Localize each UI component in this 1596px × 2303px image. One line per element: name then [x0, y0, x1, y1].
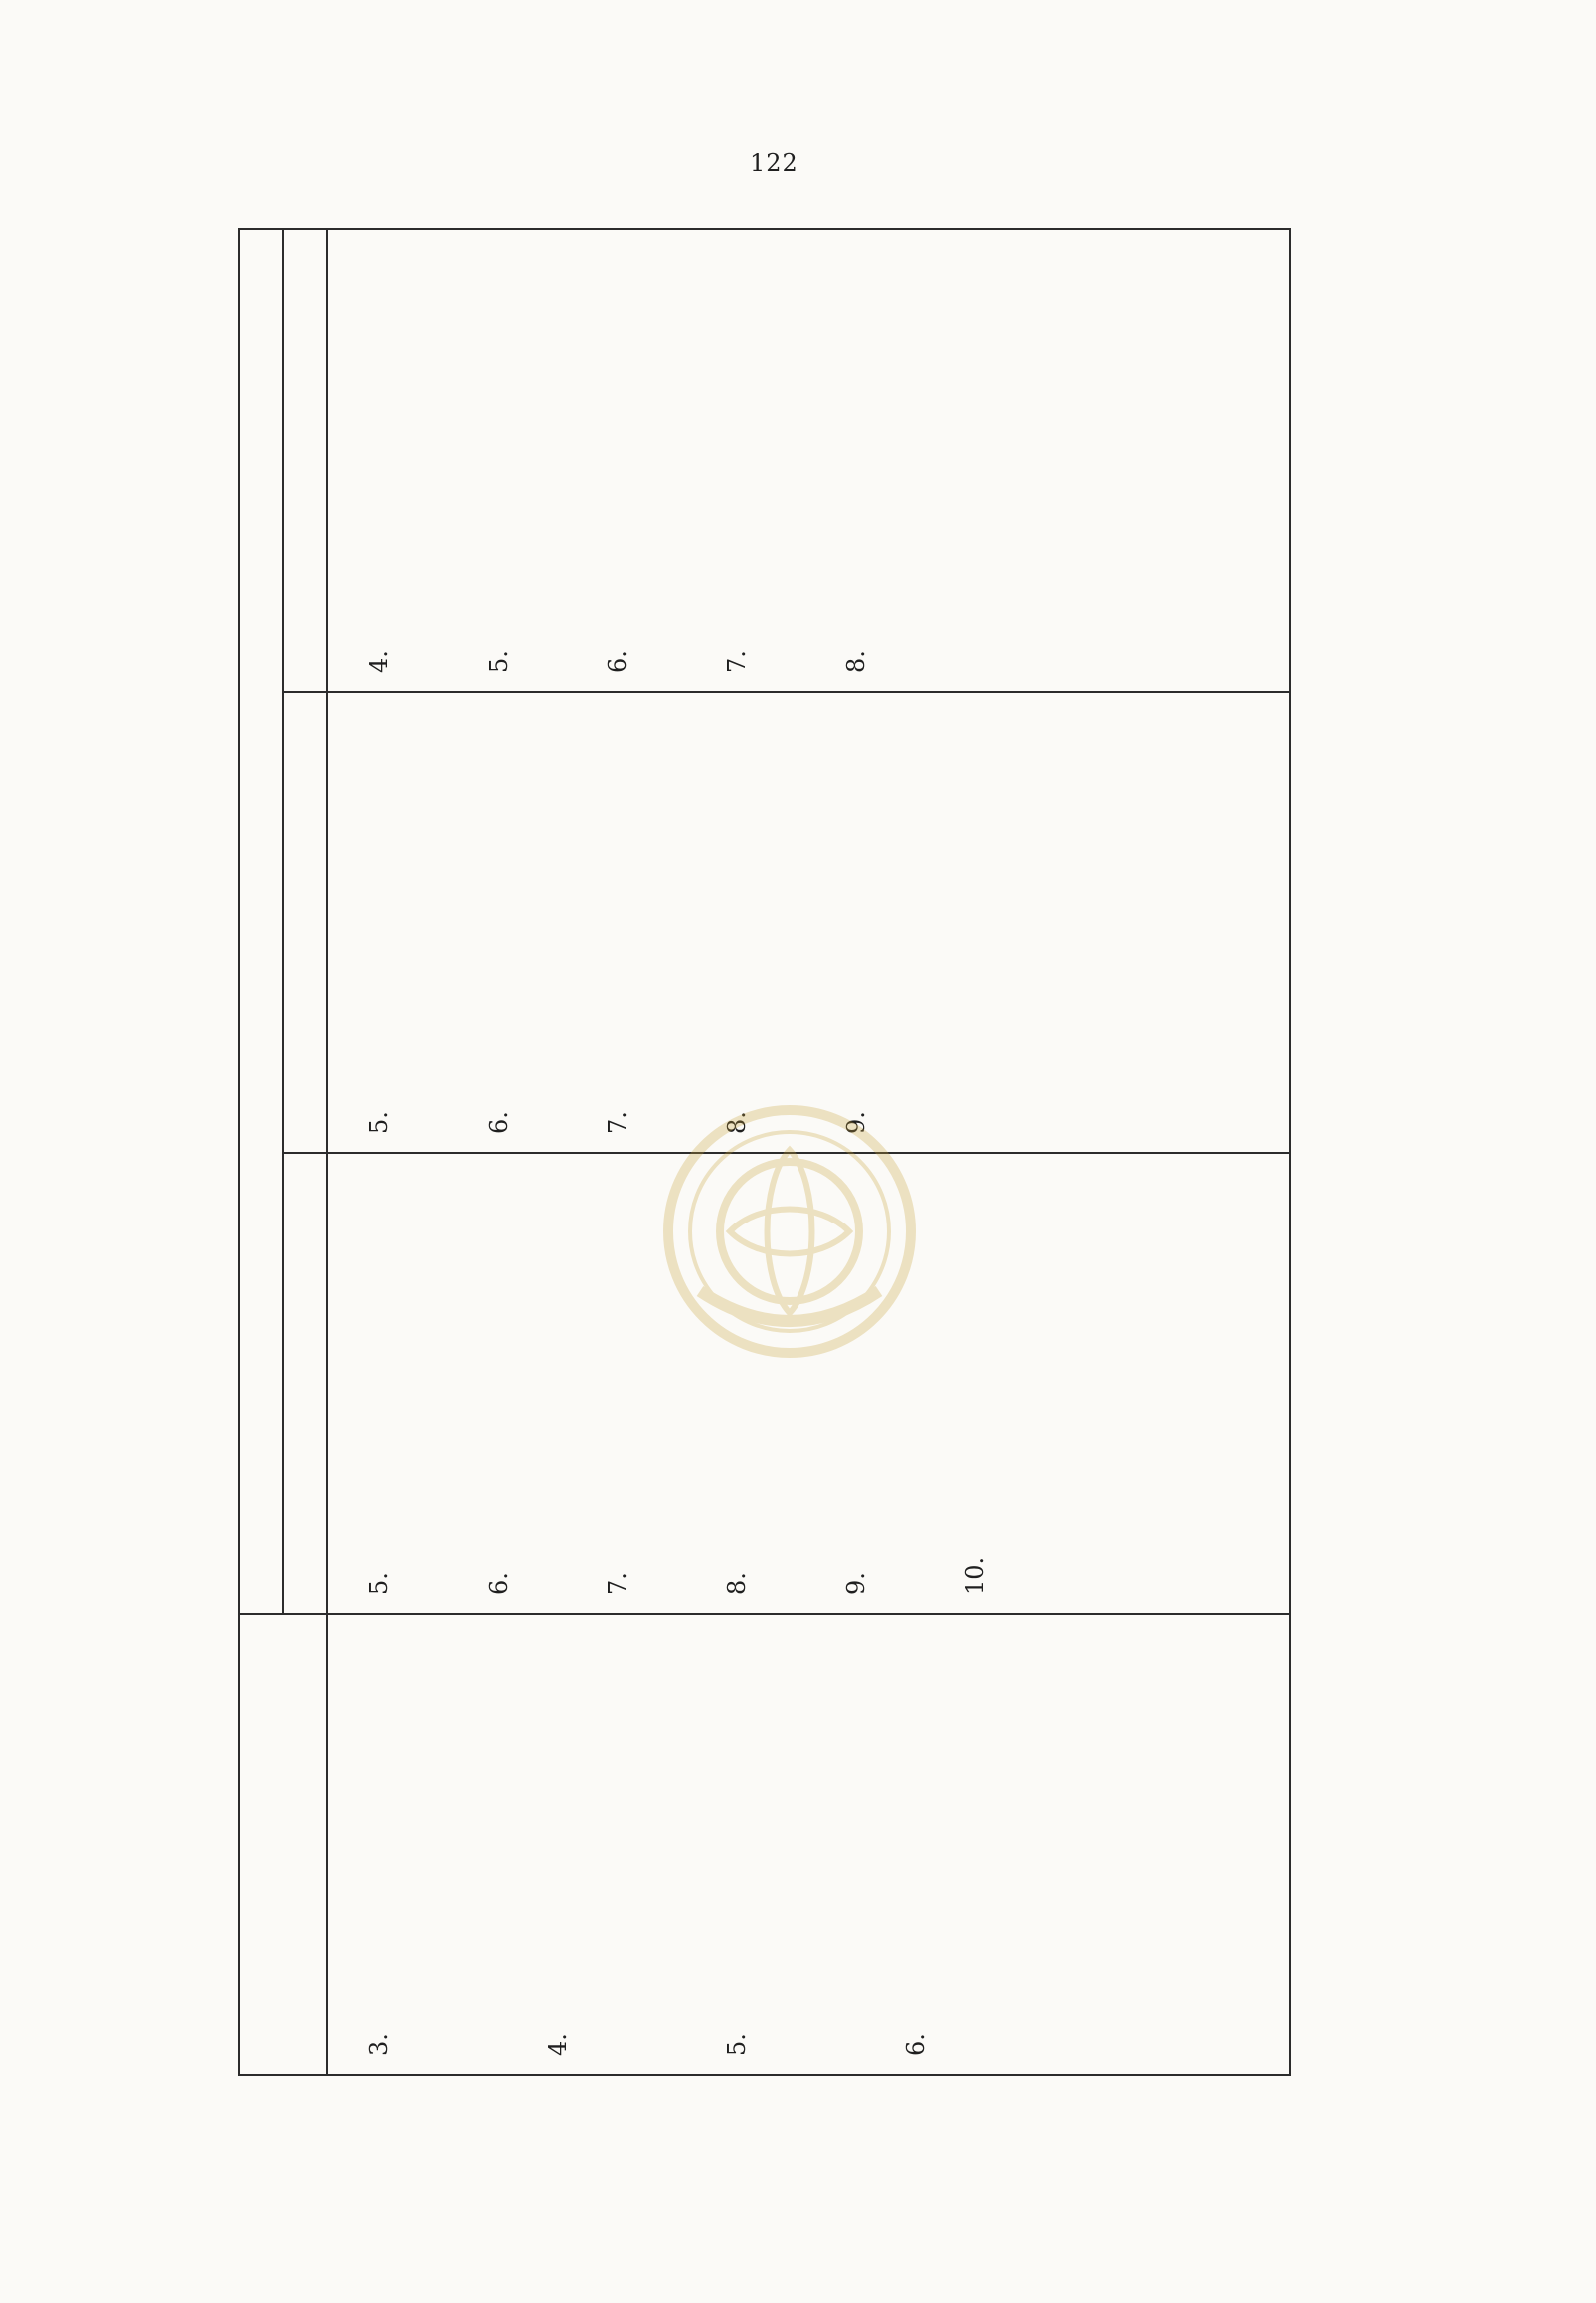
list-item [826, 248, 886, 673]
item-number: 7. [604, 1572, 632, 1595]
list-item [588, 711, 707, 1134]
item-number: 8. [723, 1572, 751, 1595]
header-grade-group [239, 229, 283, 1614]
item-number: 5. [365, 1572, 393, 1595]
list-item [707, 1633, 886, 2056]
item-number: 9. [842, 1111, 870, 1134]
item-number: 9. [842, 1572, 870, 1595]
header-standard [239, 1614, 327, 2075]
header-m5 [283, 692, 327, 1153]
item-number: 4. [365, 650, 393, 673]
standards-table-container [238, 228, 1291, 2076]
header-m4 [283, 1153, 327, 1614]
item-number: 5. [485, 650, 512, 673]
list-item [588, 1172, 707, 1595]
list-item [469, 1172, 588, 1595]
cell-m4 [327, 1153, 1290, 1614]
item-number: 6. [485, 1111, 512, 1134]
list-item [588, 248, 707, 673]
cell-m6 [327, 229, 1290, 692]
list-item [469, 711, 588, 1134]
cell-standard [327, 1614, 1290, 2075]
item-number: 6. [485, 1572, 512, 1595]
list-item [707, 711, 826, 1134]
item-number: 10. [961, 1556, 989, 1595]
table-row [327, 229, 1290, 2075]
item-number: 7. [723, 650, 751, 673]
list-item [469, 248, 588, 673]
list-item [945, 1172, 1005, 1595]
list-item [350, 1172, 469, 1595]
header-m6 [283, 229, 327, 692]
list-item [826, 711, 886, 1134]
list-item [350, 711, 469, 1134]
item-number: 4. [544, 2033, 572, 2056]
item-number: 3. [365, 2033, 393, 2056]
item-number: 8. [723, 1111, 751, 1134]
page-number: 122 [750, 149, 798, 177]
list-item [886, 1633, 945, 2056]
item-number: 5. [723, 2033, 751, 2056]
table-header-row [239, 229, 283, 2075]
item-number: 6. [604, 650, 632, 673]
cell-m5 [327, 692, 1290, 1153]
list-item [350, 1633, 528, 2056]
item-number: 5. [365, 1111, 393, 1134]
list-item [707, 248, 826, 673]
list-item [707, 1172, 826, 1595]
list-item [350, 248, 469, 673]
list-item [826, 1172, 945, 1595]
standards-table [238, 228, 1291, 2076]
item-number: 6. [902, 2033, 930, 2056]
list-item [528, 1633, 707, 2056]
item-number: 8. [842, 650, 870, 673]
item-number: 7. [604, 1111, 632, 1134]
